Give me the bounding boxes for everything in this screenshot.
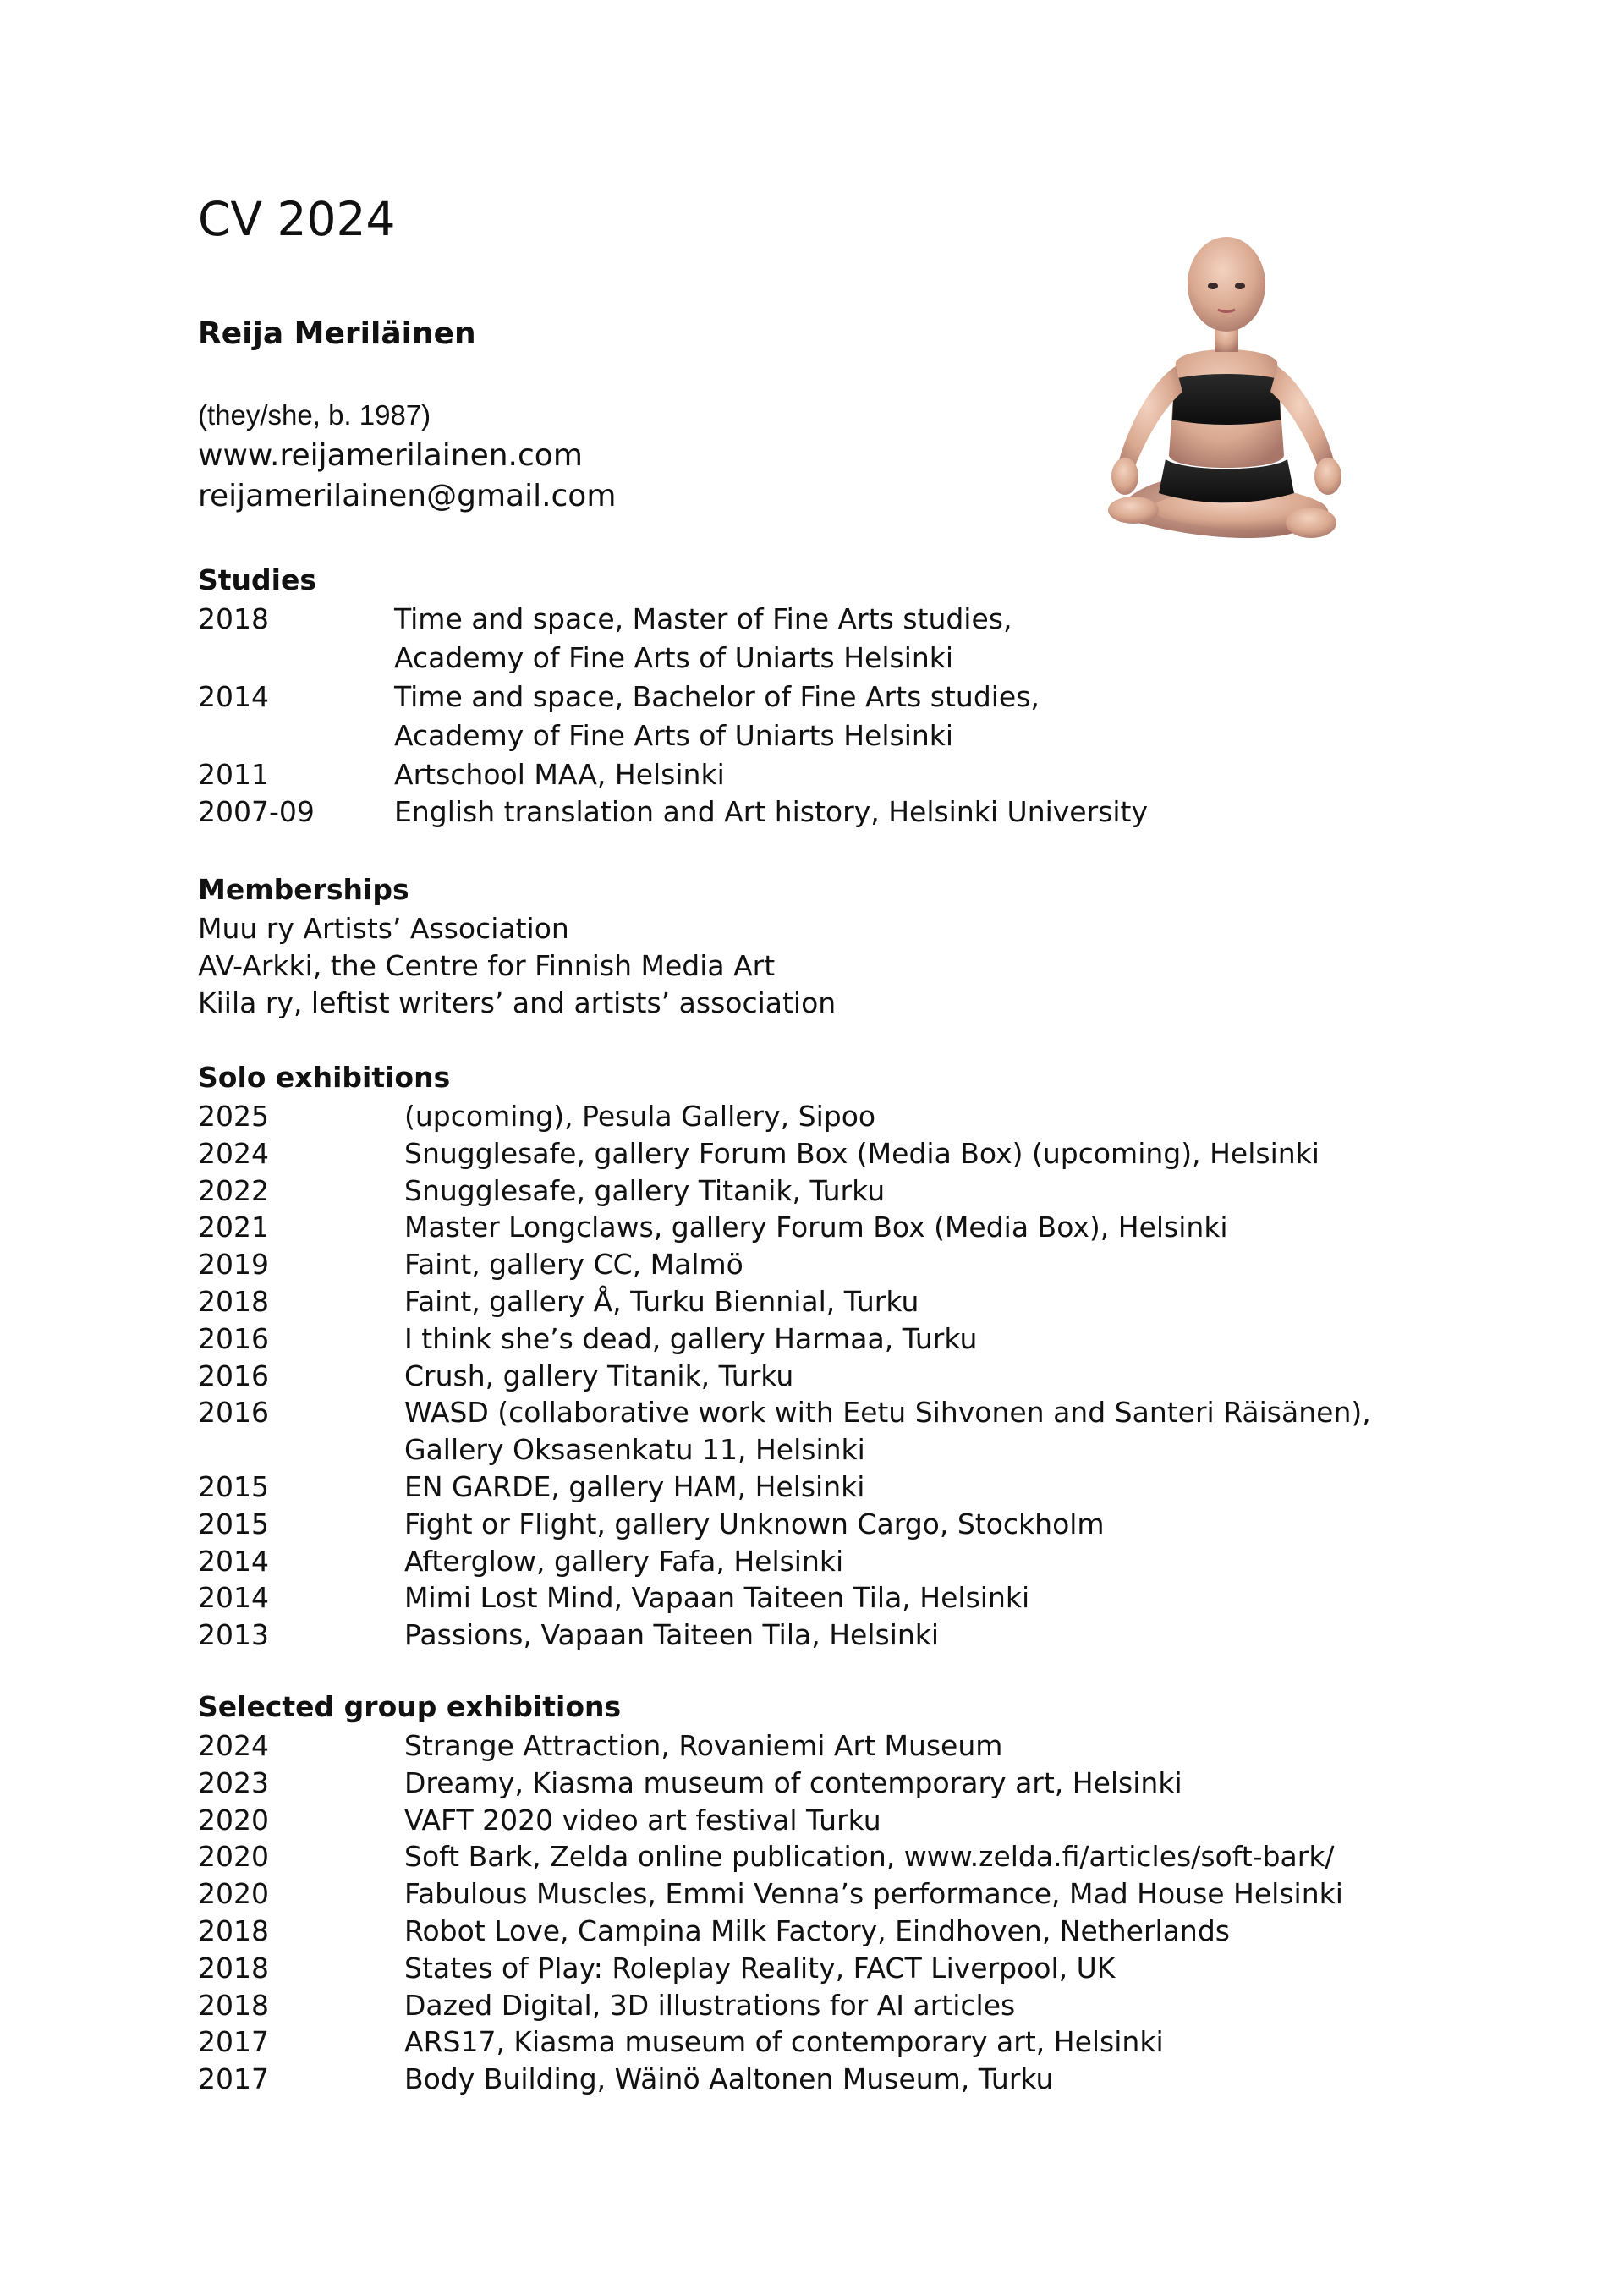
membership-item: AV-Arkki, the Centre for Finnish Media Art [198, 949, 776, 982]
group-exhibition-year: 2018 [198, 1914, 269, 1947]
studies-text-continued: Academy of Fine Arts of Uniarts Helsinki [394, 719, 954, 752]
solo-exhibitions-heading: Solo exhibitions [198, 1061, 451, 1094]
solo-exhibition-title: EN GARDE, gallery HAM, Helsinki [404, 1470, 865, 1503]
group-exhibitions-heading: Selected group exhibitions [198, 1690, 622, 1723]
group-exhibition-title: States of Play: Roleplay Reality, FACT Liverpool, UK [404, 1951, 1116, 1985]
solo-exhibition-title: Afterglow, gallery Fafa, Helsinki [404, 1544, 844, 1578]
group-exhibition-title: Fabulous Muscles, Emmi Venna’s performance, Mad House Helsinki [404, 1877, 1343, 1911]
group-exhibition-year: 2017 [198, 2062, 269, 2096]
solo-exhibition-title: Mimi Lost Mind, Vapaan Taiteen Tila, Helsinki [404, 1581, 1030, 1615]
group-exhibition-year: 2018 [198, 1951, 269, 1985]
pronouns-birth-year: (they/she, b. 1987) [198, 399, 431, 431]
solo-exhibition-title: Crush, gallery Titanik, Turku [404, 1359, 794, 1392]
solo-exhibition-title: Master Longclaws, gallery Forum Box (Media Box), Helsinki [404, 1211, 1228, 1244]
group-exhibition-year: 2017 [198, 2025, 269, 2059]
solo-exhibition-title: Snugglesafe, gallery Titanik, Turku [404, 1173, 886, 1207]
group-exhibition-year: 2023 [198, 1765, 269, 1799]
solo-exhibition-year: 2025 [198, 1100, 269, 1133]
group-exhibition-title: Strange Attraction, Rovaniemi Art Museum [404, 1729, 1003, 1762]
solo-exhibition-year: 2016 [198, 1396, 269, 1430]
studies-text: Time and space, Master of Fine Arts studies, [394, 602, 1012, 635]
solo-exhibition-year: 2016 [198, 1359, 269, 1392]
group-exhibition-year: 2020 [198, 1840, 269, 1874]
solo-exhibition-title: WASD (collaborative work with Eetu Sihvonen and Santeri Räisänen), [404, 1396, 1371, 1430]
group-exhibition-title: Dazed Digital, 3D illustrations for AI articles [404, 1988, 1016, 2022]
solo-exhibition-year: 2013 [198, 1618, 269, 1652]
studies-heading: Studies [198, 563, 316, 596]
solo-exhibition-year: 2022 [198, 1173, 269, 1207]
studies-year: 2007-09 [198, 795, 315, 828]
solo-exhibition-year: 2015 [198, 1507, 269, 1540]
solo-exhibition-title: Fight or Flight, gallery Unknown Cargo, Stockholm [404, 1507, 1105, 1540]
studies-year: 2018 [198, 602, 269, 635]
solo-exhibition-title: I think she’s dead, gallery Harmaa, Turku [404, 1321, 978, 1355]
seated-figure-illustration [1057, 218, 1396, 565]
group-exhibition-title: VAFT 2020 video art festival Turku [404, 1803, 881, 1837]
membership-item: Muu ry Artists’ Association [198, 912, 569, 945]
page-title: CV 2024 [198, 192, 396, 246]
solo-exhibition-year: 2018 [198, 1285, 269, 1318]
solo-exhibition-year: 2016 [198, 1321, 269, 1355]
group-exhibition-title: Body Building, Wäinö Aaltonen Museum, Turku [404, 2062, 1054, 2096]
person-name: Reija Meriläinen [198, 316, 476, 351]
solo-exhibition-year: 2015 [198, 1470, 269, 1503]
solo-exhibition-year: 2019 [198, 1248, 269, 1282]
group-exhibition-title: Dreamy, Kiasma museum of contemporary art, Helsinki [404, 1765, 1182, 1799]
solo-exhibition-title: Faint, gallery Å, Turku Biennial, Turku [404, 1285, 919, 1318]
website-link[interactable]: www.reijamerilainen.com [198, 438, 583, 473]
studies-text: English translation and Art history, Helsinki University [394, 795, 1148, 828]
memberships-heading: Memberships [198, 873, 409, 906]
studies-year: 2011 [198, 758, 269, 791]
group-exhibition-year: 2020 [198, 1877, 269, 1911]
membership-item: Kiila ry, leftist writers’ and artists’ association [198, 986, 837, 1019]
solo-exhibition-year: 2021 [198, 1211, 269, 1244]
solo-exhibition-title: (upcoming), Pesula Gallery, Sipoo [404, 1100, 876, 1133]
group-exhibition-year: 2018 [198, 1988, 269, 2022]
solo-exhibition-year: 2014 [198, 1544, 269, 1578]
group-exhibition-title: ARS17, Kiasma museum of contemporary art, Helsinki [404, 2025, 1164, 2059]
solo-exhibition-title: Faint, gallery CC, Malmö [404, 1248, 743, 1282]
studies-year: 2014 [198, 680, 269, 713]
email-link[interactable]: reijamerilainen@gmail.com [198, 479, 617, 513]
solo-exhibition-title: Passions, Vapaan Taiteen Tila, Helsinki [404, 1618, 940, 1652]
solo-exhibition-title: Snugglesafe, gallery Forum Box (Media Box) (upcoming), Helsinki [404, 1136, 1320, 1170]
studies-text-continued: Academy of Fine Arts of Uniarts Helsinki [394, 641, 954, 674]
solo-exhibition-year: 2024 [198, 1136, 269, 1170]
studies-text: Time and space, Bachelor of Fine Arts studies, [394, 680, 1040, 713]
group-exhibition-title: Robot Love, Campina Milk Factory, Eindhoven, Netherlands [404, 1914, 1230, 1947]
group-exhibition-year: 2020 [198, 1803, 269, 1837]
group-exhibition-title: Soft Bark, Zelda online publication, www.zelda.fi/articles/soft-bark/ [404, 1840, 1335, 1874]
solo-exhibition-year: 2014 [198, 1581, 269, 1615]
group-exhibition-year: 2024 [198, 1729, 269, 1762]
solo-exhibition-title-continued: Gallery Oksasenkatu 11, Helsinki [404, 1433, 865, 1467]
studies-text: Artschool MAA, Helsinki [394, 758, 725, 791]
